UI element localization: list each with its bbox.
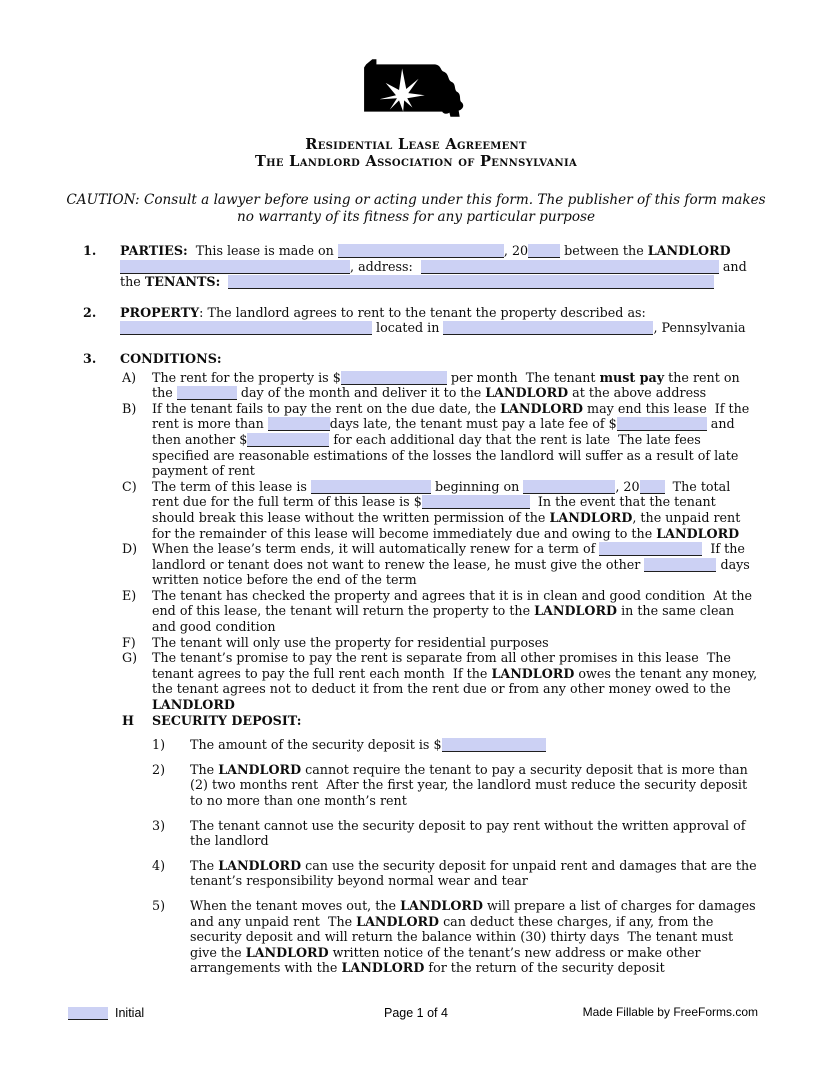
item-number: 2) (152, 761, 166, 777)
item-number: F) (122, 634, 136, 650)
heading-text: CONDITIONS: (120, 350, 222, 366)
text-run: The tenant has checked the property and agrees that it is in clean and good condition At the end of this lease, the tenant will return the property to the (152, 587, 757, 619)
pennsylvania-state-starburst-icon (361, 56, 471, 120)
initial-label: Initial (115, 1006, 145, 1020)
bold-text-run: LANDLORD (245, 944, 329, 960)
text-run: The tenant’s promise to pay the rent is separate from all other promises in this lease The tenant agrees to pay the full rent each month If the (152, 650, 735, 681)
item-number: 2. (83, 304, 97, 320)
text-run: owes the tenant any money, the tenant agrees not to deduct it from the rent due or from any other money owed to the (152, 665, 762, 697)
fill-blank-field[interactable] (247, 433, 329, 447)
bold-text-run: LANDLORD (152, 697, 235, 713)
text-run: may end this lease If the rent is more than (152, 400, 754, 432)
text-run: will prepare a list of charges for damages and any unpaid rent The (190, 897, 760, 929)
form-title: Residential Lease Agreement (305, 136, 527, 153)
item-number: A) (122, 369, 137, 385)
item-text (152, 650, 760, 712)
fill-blank-field[interactable] (120, 321, 372, 335)
condition-item-G (122, 650, 760, 712)
bold-text-run: LANDLORD (534, 603, 618, 619)
fill-blank-field[interactable] (523, 480, 615, 494)
text-run: days written notice before the end of the term (152, 556, 754, 588)
text-run (220, 274, 228, 289)
text-run: , the unpaid rent for the remainder of this lease will become immediately due and owing to the (152, 509, 745, 541)
caution-notice (0, 192, 832, 225)
fill-blank-field[interactable] (599, 542, 702, 556)
bold-text-run: must pay (599, 369, 665, 385)
fill-blank-field[interactable] (442, 738, 546, 752)
text-run: When the tenant moves out, the (190, 897, 401, 913)
item-text (190, 898, 760, 976)
text-run: , Pennsylvania (653, 320, 746, 336)
page-number: Page 1 of 4 (384, 1006, 448, 1020)
fillable-credit: Made Fillable by FreeForms.com (582, 1005, 758, 1019)
item-text (152, 370, 760, 401)
page-footer (0, 1002, 832, 1020)
item-text (190, 818, 760, 849)
item-number: G) (122, 650, 138, 666)
bold-text-run: LANDLORD (485, 385, 569, 401)
item-number: D) (122, 541, 138, 557)
bold-text-run: PROPERTY (120, 304, 200, 320)
item-number: 4) (152, 857, 166, 873)
text-run: day of the month and deliver it to the (236, 385, 486, 401)
item-text (152, 713, 760, 976)
fill-blank-field[interactable] (422, 495, 530, 509)
text-run: When the lease’s term ends, it will automatically renew for a term of (152, 541, 600, 557)
security-deposit-item-3 (152, 818, 760, 849)
fill-blank-field[interactable] (228, 275, 714, 289)
conditions-list (120, 370, 760, 976)
condition-item-D (122, 541, 760, 588)
item-text (120, 305, 760, 336)
text-run: in the same clean and good condition (152, 603, 739, 635)
item-text (152, 401, 760, 479)
condition-item-E (122, 588, 760, 635)
bold-text-run: LANDLORD (341, 960, 425, 976)
condition-item-F (122, 635, 760, 651)
section-2 (83, 305, 760, 336)
text-run: per month The tenant (446, 369, 600, 385)
logo-container (0, 0, 832, 124)
text-run: the rent on the (152, 369, 744, 401)
fill-blank-field[interactable] (338, 244, 504, 258)
text-run: The term of this lease is (152, 478, 311, 494)
bold-text-run: LANDLORD (500, 400, 584, 416)
bold-text-run: LANDLORD (549, 509, 633, 525)
title-block (0, 136, 832, 170)
text-run: written notice of the tenant’s new address or make other arrangements with the (190, 944, 705, 976)
item-text (152, 479, 760, 541)
text-run: and the (120, 258, 751, 290)
bold-text-run: PARTIES: (120, 243, 188, 258)
caution-line-2: no warranty of its fitness for any particular purpose (236, 208, 596, 225)
bold-text-run: LANDLORD (647, 243, 731, 258)
item-number: E) (122, 587, 137, 603)
text-run: beginning on (430, 478, 524, 494)
text-run: located in (372, 320, 444, 336)
bold-text-run: LANDLORD (400, 897, 483, 913)
condition-item-B (122, 401, 760, 479)
item-text (190, 762, 760, 809)
fill-blank-field[interactable] (120, 260, 350, 274)
item-text (190, 858, 760, 889)
text-run: The total rent due for the full term of this lease is $ (152, 478, 735, 510)
bold-text-run: LANDLORD (356, 913, 440, 929)
text-run: at the above address (568, 385, 707, 401)
item-text (120, 351, 760, 976)
security-deposit-item-1 (152, 737, 760, 753)
text-run (731, 243, 735, 258)
fill-blank-field[interactable] (177, 386, 237, 400)
text-run: The (190, 857, 219, 873)
fill-blank-field[interactable] (268, 417, 330, 431)
bold-text-run: LANDLORD (656, 525, 740, 541)
text-run: cannot require the tenant to pay a security deposit that is more than (2) two months rent After the first year, the landlord must reduce the security deposit to no more than one month’s rent (190, 761, 752, 808)
text-run: between the (560, 243, 648, 258)
security-deposit-item-5 (152, 898, 760, 976)
section-3 (83, 351, 760, 976)
item-number: B) (122, 400, 137, 416)
item-text (152, 635, 760, 651)
bold-text-run: LANDLORD (218, 857, 302, 873)
text-run: days late, the tenant must pay a late fee of $ (329, 416, 617, 432)
text-run: The (190, 761, 219, 777)
document-body (83, 243, 760, 976)
text-run: for the return of the security deposit (424, 960, 665, 976)
fill-blank-field[interactable] (421, 260, 719, 274)
item-text (152, 541, 760, 588)
item-number: 1) (152, 737, 166, 753)
text-run: and then another $ (152, 416, 739, 447)
text-run: , address: (350, 258, 421, 274)
text-run: can deduct these charges, if any, from the security deposit and will return the balance within (30) thirty days The tenant must give the (190, 913, 738, 960)
item-text (120, 243, 760, 290)
item-number: 3) (152, 817, 166, 833)
heading-text: SECURITY DEPOSIT: (152, 712, 302, 728)
section-1 (83, 243, 760, 290)
caution-line-1: CAUTION: Consult a lawyer before using or acting under this form. The publisher of this form makes (66, 192, 766, 208)
text-run: This lease is made on (187, 243, 338, 258)
security-deposit-item-2 (152, 762, 760, 809)
fill-blank-field[interactable] (311, 480, 431, 494)
item-number: 3. (83, 350, 97, 366)
security-deposit-item-4 (152, 858, 760, 889)
item-number: 5) (152, 897, 166, 913)
text-run: : The landlord agrees to rent to the tenant the property described as: (199, 304, 650, 320)
text-run: In the event that the tenant should break this lease without the written permission of the (152, 494, 720, 525)
fill-blank-field[interactable] (341, 371, 447, 385)
bold-text-run: LANDLORD (218, 761, 302, 777)
form-subtitle: The Landlord Association of Pennsylvania (254, 153, 578, 170)
text-run: , 20 (615, 478, 640, 494)
fill-blank-field[interactable] (617, 417, 707, 431)
fill-blank-field[interactable] (640, 480, 665, 494)
item-text (190, 737, 760, 753)
bold-text-run: LANDLORD (491, 665, 575, 681)
text-run: for each additional day that the rent is late The late fees specified are reasonable estimations of the losses the landlord will suffer as a result of late payment of rent (152, 431, 743, 479)
text-run: The amount of the security deposit is $ (190, 737, 442, 753)
bold-text-run: TENANTS: (144, 274, 221, 290)
fill-blank-field[interactable] (644, 558, 716, 572)
item-text (152, 588, 760, 635)
text-run: If the landlord or tenant does not want to renew the lease, he must give the other (152, 541, 749, 572)
item-number: 1. (83, 243, 97, 258)
item-number: H (122, 712, 134, 728)
text-run: , 20 (503, 243, 529, 258)
text-run: can use the security deposit for unpaid rent and damages that are the tenant’s responsibility beyond normal wear and tear (190, 857, 761, 889)
text-run: If the tenant fails to pay the rent on the due date, the (152, 400, 501, 416)
fill-blank-field[interactable] (443, 321, 653, 335)
item-number: C) (122, 478, 137, 494)
text-run: The tenant cannot use the security deposit to pay rent without the written approval of the landlord (190, 817, 750, 849)
fill-blank-field[interactable] (528, 244, 560, 258)
condition-item-C (122, 479, 760, 541)
text-run: The rent for the property is $ (152, 369, 341, 385)
condition-item-A (122, 370, 760, 401)
text-run: The tenant will only use the property for residential purposes (152, 634, 549, 650)
condition-item-H (122, 713, 760, 976)
